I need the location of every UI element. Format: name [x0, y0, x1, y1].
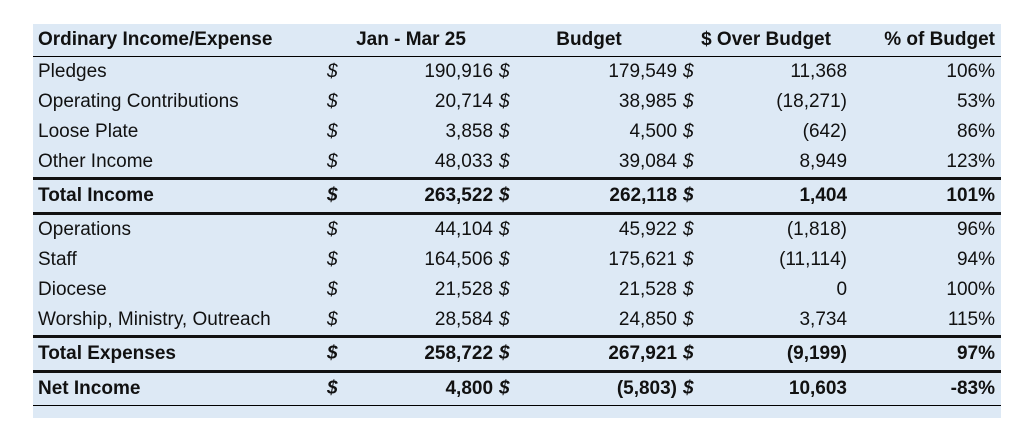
actual-value: 21,528	[434, 279, 494, 300]
over-budget-value: (1,818)	[786, 219, 848, 240]
currency-symbol: $	[325, 337, 365, 372]
budget-value: 21,528	[618, 279, 678, 300]
table-row	[33, 305, 1001, 337]
over-budget-value: 11,368	[790, 61, 848, 82]
header-row	[33, 24, 1001, 57]
pct-of-budget-value: -83%	[851, 372, 1001, 406]
currency-symbol: $	[681, 372, 721, 406]
currency-symbol: $	[327, 249, 338, 270]
currency-symbol: $	[683, 61, 694, 82]
pct-of-budget-value: 96%	[956, 219, 996, 240]
row-label: Total Expenses	[33, 337, 325, 372]
row-label: Other Income	[33, 147, 325, 179]
row-label: Operating Contributions	[38, 91, 239, 112]
table-row	[33, 147, 1001, 179]
actual-value: 20,714	[434, 91, 494, 112]
over-budget-value: (18,271)	[776, 91, 848, 112]
over-budget-value: 8,949	[721, 147, 851, 179]
row-label: Operations	[38, 219, 131, 240]
currency-symbol: $	[683, 249, 694, 270]
table-row	[33, 245, 1001, 275]
over-budget-value: 10,603	[721, 372, 851, 406]
currency-symbol: $	[327, 91, 338, 112]
table-row	[33, 214, 1001, 246]
header-budget: Budget	[497, 24, 681, 57]
currency-symbol: $	[499, 249, 510, 270]
currency-symbol: $	[497, 147, 537, 179]
currency-symbol: $	[325, 372, 365, 406]
currency-symbol: $	[325, 305, 365, 337]
currency-symbol: $	[499, 91, 510, 112]
total-expenses-row	[33, 337, 1001, 372]
table-row	[33, 57, 1001, 88]
over-budget-value: 3,734	[721, 305, 851, 337]
currency-symbol: $	[683, 121, 694, 142]
pct-of-budget-value: 53%	[956, 91, 996, 112]
header-actual: Jan - Mar 25	[325, 24, 497, 57]
currency-symbol: $	[499, 219, 510, 240]
budget-value: (5,803)	[537, 372, 681, 406]
currency-symbol: $	[499, 121, 510, 142]
pct-of-budget-value: 100%	[946, 279, 996, 300]
currency-symbol: $	[325, 147, 365, 179]
pct-of-budget-value: 115%	[851, 305, 1001, 337]
pct-of-budget-value: 123%	[851, 147, 1001, 179]
over-budget-value: (11,114)	[779, 249, 848, 270]
header-over-budget: $ Over Budget	[681, 24, 851, 57]
actual-value: 44,104	[434, 219, 494, 240]
over-budget-value: 1,404	[721, 179, 851, 214]
budget-value: 45,922	[618, 219, 678, 240]
currency-symbol: $	[499, 61, 510, 82]
total-income-row	[33, 179, 1001, 214]
currency-symbol: $	[683, 91, 694, 112]
actual-value: 4,800	[365, 372, 497, 406]
row-label: Loose Plate	[38, 121, 139, 142]
pct-of-budget-value: 106%	[946, 61, 996, 82]
budget-value: 267,921	[537, 337, 681, 372]
row-label: Total Income	[33, 179, 325, 214]
budget-value: 24,850	[537, 305, 681, 337]
currency-symbol: $	[499, 279, 510, 300]
budget-report-sheet	[33, 24, 1001, 418]
budget-value: 262,118	[537, 179, 681, 214]
budget-table	[33, 24, 1001, 406]
table-row	[33, 87, 1001, 117]
actual-value: 164,506	[424, 249, 494, 270]
currency-symbol: $	[327, 219, 338, 240]
currency-symbol: $	[681, 305, 721, 337]
pct-of-budget-value: 86%	[956, 121, 996, 142]
row-label: Pledges	[38, 61, 107, 82]
currency-symbol: $	[327, 61, 338, 82]
header-category: Ordinary Income/Expense	[33, 24, 325, 57]
currency-symbol: $	[327, 279, 338, 300]
over-budget-value: 0	[836, 279, 848, 300]
row-label: Staff	[38, 249, 77, 270]
pct-of-budget-value: 101%	[851, 179, 1001, 214]
row-label: Diocese	[38, 279, 107, 300]
currency-symbol: $	[327, 121, 338, 142]
row-label: Worship, Ministry, Outreach	[33, 305, 325, 337]
pct-of-budget-value: 94%	[956, 249, 996, 270]
actual-value: 48,033	[365, 147, 497, 179]
net-income-row	[33, 372, 1001, 406]
actual-value: 263,522	[365, 179, 497, 214]
budget-value: 4,500	[629, 121, 678, 142]
currency-symbol: $	[683, 279, 694, 300]
header-pct-of-budget: % of Budget	[851, 24, 1001, 57]
actual-value: 3,858	[445, 121, 494, 142]
currency-symbol: $	[681, 147, 721, 179]
over-budget-value: (9,199)	[721, 337, 851, 372]
pct-of-budget-value: 97%	[851, 337, 1001, 372]
over-budget-value: (642)	[802, 121, 848, 142]
budget-value: 179,549	[608, 61, 678, 82]
budget-value: 39,084	[537, 147, 681, 179]
currency-symbol: $	[497, 337, 537, 372]
currency-symbol: $	[681, 179, 721, 214]
currency-symbol: $	[325, 179, 365, 214]
actual-value: 190,916	[424, 61, 494, 82]
table-row	[33, 275, 1001, 305]
currency-symbol: $	[683, 219, 694, 240]
currency-symbol: $	[497, 372, 537, 406]
actual-value: 28,584	[365, 305, 497, 337]
currency-symbol: $	[681, 337, 721, 372]
budget-value: 38,985	[618, 91, 678, 112]
table-row	[33, 117, 1001, 147]
row-label: Net Income	[33, 372, 325, 406]
actual-value: 258,722	[365, 337, 497, 372]
currency-symbol: $	[497, 305, 537, 337]
currency-symbol: $	[497, 179, 537, 214]
budget-value: 175,621	[608, 249, 678, 270]
